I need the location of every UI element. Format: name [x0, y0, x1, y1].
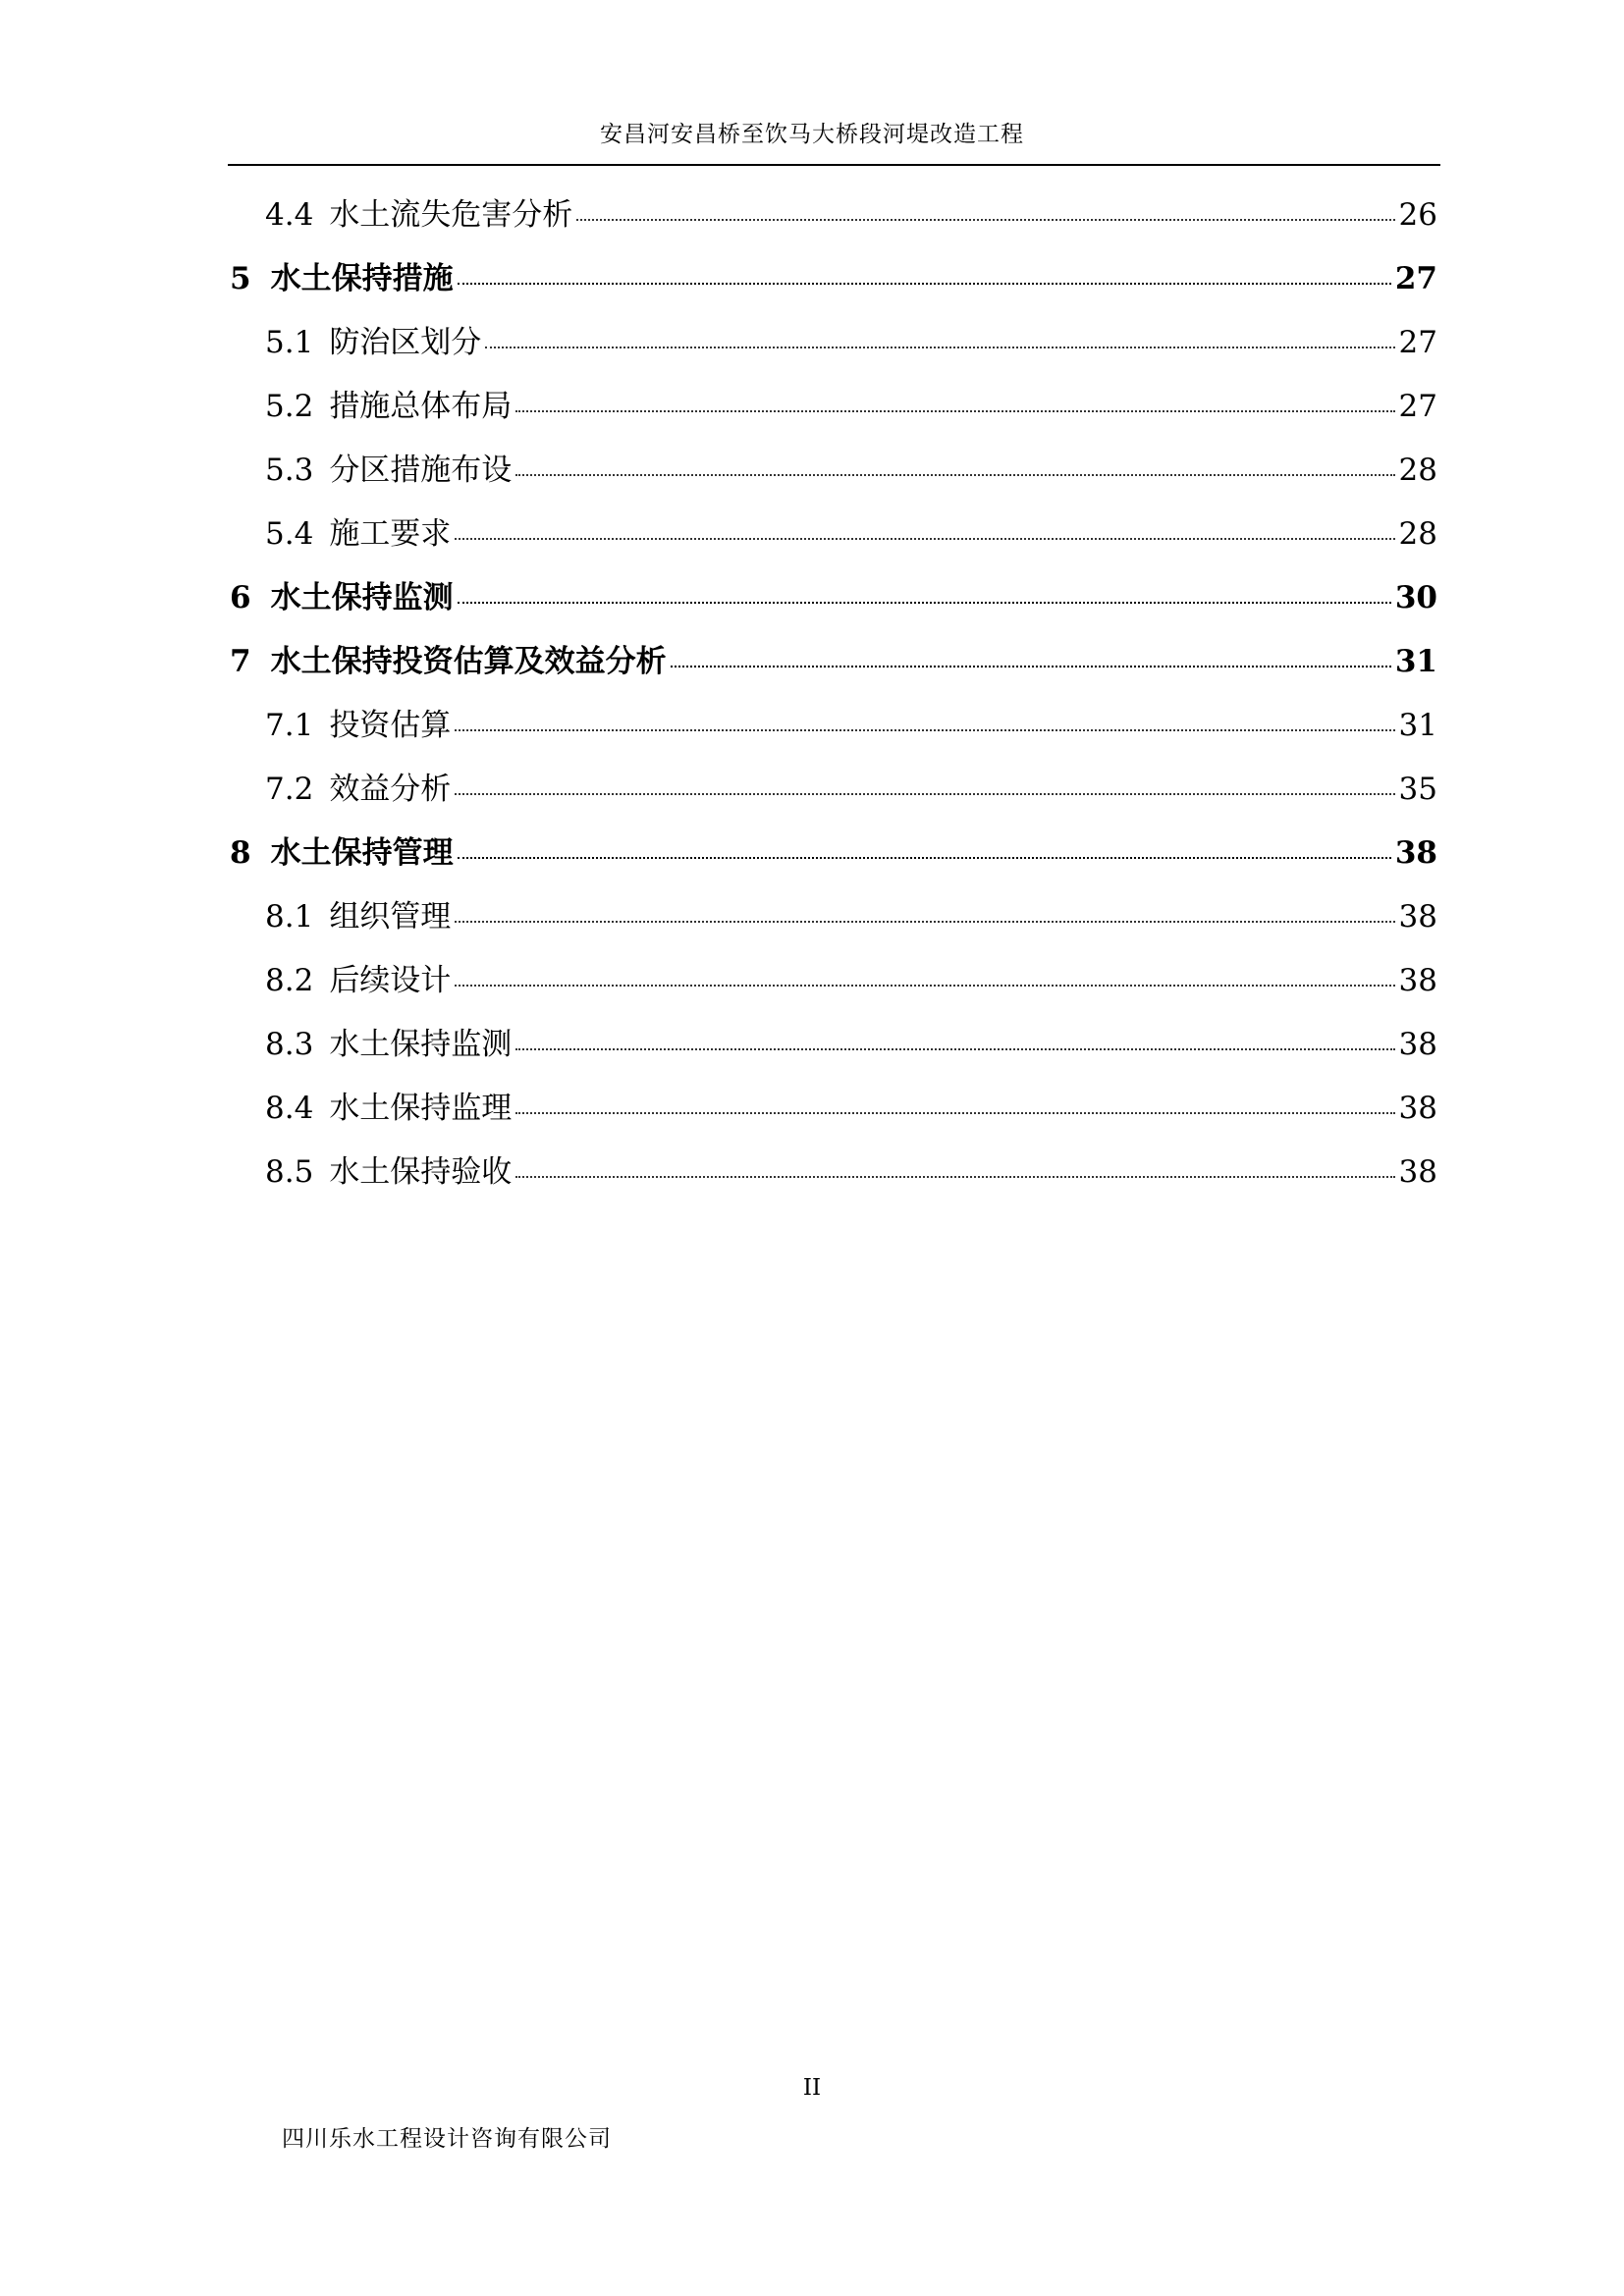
- toc-dot-leader: [458, 857, 1391, 859]
- toc-dot-leader: [515, 1176, 1394, 1178]
- toc-entry[interactable]: [230, 1022, 1437, 1086]
- toc-entry-number: 8.5: [265, 1154, 314, 1190]
- toc-entry-number: 5.2: [265, 389, 314, 424]
- toc-dot-leader: [485, 347, 1394, 348]
- toc-entry-title: 水土保持管理: [270, 835, 454, 871]
- toc-entry[interactable]: [230, 639, 1437, 703]
- toc-entry-page: 27: [1398, 389, 1437, 424]
- footer-company-name: 四川乐水工程设计咨询有限公司: [282, 2126, 612, 2152]
- toc-dot-leader: [455, 921, 1394, 923]
- toc-entry[interactable]: [230, 448, 1437, 511]
- toc-entry-page: 31: [1394, 644, 1437, 679]
- toc-dot-leader: [671, 666, 1391, 667]
- toc-entry-number: 8.3: [265, 1027, 314, 1062]
- toc-entry[interactable]: [230, 830, 1437, 894]
- toc-entry-number: 8.2: [265, 963, 314, 998]
- toc-entry[interactable]: [230, 1149, 1437, 1213]
- page-header-title: 安昌河安昌桥至饮马大桥段河堤改造工程: [600, 122, 1024, 147]
- toc-entry-number: 4.4: [265, 197, 314, 233]
- toc-entry[interactable]: [230, 192, 1437, 256]
- table-of-contents: [230, 192, 1437, 1213]
- toc-dot-leader: [455, 985, 1394, 987]
- toc-entry[interactable]: [230, 1086, 1437, 1149]
- toc-entry[interactable]: [230, 894, 1437, 958]
- toc-dot-leader: [458, 283, 1391, 285]
- toc-entry-title: 水土保持监理: [329, 1091, 513, 1126]
- toc-entry-page: 26: [1398, 197, 1437, 233]
- toc-dot-leader: [515, 474, 1394, 476]
- toc-entry-title: 措施总体布局: [329, 389, 513, 424]
- toc-entry[interactable]: [230, 575, 1437, 639]
- toc-entry[interactable]: [230, 767, 1437, 830]
- toc-entry-number: 5.3: [265, 453, 314, 488]
- toc-entry-number: 8: [230, 835, 251, 871]
- toc-dot-leader: [455, 538, 1394, 540]
- toc-entry-page: 38: [1398, 963, 1437, 998]
- toc-entry[interactable]: [230, 703, 1437, 767]
- toc-entry-title: 水土保持措施: [270, 261, 454, 296]
- toc-entry-number: 8.1: [265, 899, 314, 934]
- toc-entry-title: 投资估算: [329, 708, 452, 743]
- toc-entry-title: 水土保持监测: [270, 580, 454, 615]
- toc-entry-number: 7.2: [265, 772, 314, 807]
- toc-entry-page: 38: [1398, 1027, 1437, 1062]
- toc-entry-number: 7: [230, 644, 251, 679]
- toc-entry-page: 28: [1398, 516, 1437, 552]
- header-divider: [228, 164, 1440, 166]
- toc-entry-page: 38: [1398, 899, 1437, 934]
- toc-entry-title: 水土保持验收: [329, 1154, 513, 1190]
- toc-entry-title: 施工要求: [329, 516, 452, 552]
- toc-entry-title: 分区措施布设: [329, 453, 513, 488]
- toc-entry[interactable]: [230, 320, 1437, 384]
- toc-entry-page: 27: [1394, 261, 1437, 296]
- toc-entry-title: 水土保持监测: [329, 1027, 513, 1062]
- toc-entry-page: 28: [1398, 453, 1437, 488]
- toc-entry-title: 防治区划分: [329, 325, 482, 360]
- toc-dot-leader: [576, 219, 1394, 221]
- toc-entry-title: 组织管理: [329, 899, 452, 934]
- toc-entry-title: 水土保持投资估算及效益分析: [270, 644, 667, 679]
- toc-entry[interactable]: [230, 384, 1437, 448]
- toc-dot-leader: [515, 1048, 1394, 1050]
- toc-entry[interactable]: [230, 511, 1437, 575]
- toc-entry[interactable]: [230, 256, 1437, 320]
- toc-entry-number: 5.4: [265, 516, 314, 552]
- toc-dot-leader: [455, 793, 1394, 795]
- toc-entry-title: 后续设计: [329, 963, 452, 998]
- toc-dot-leader: [455, 729, 1394, 731]
- toc-entry-page: 38: [1394, 835, 1437, 871]
- toc-entry-page: 27: [1398, 325, 1437, 360]
- page-number: II: [802, 2075, 822, 2101]
- toc-entry-number: 5: [230, 261, 251, 296]
- toc-entry[interactable]: [230, 958, 1437, 1022]
- toc-entry-number: 5.1: [265, 325, 314, 360]
- toc-dot-leader: [515, 1112, 1394, 1114]
- toc-entry-page: 35: [1398, 772, 1437, 807]
- toc-entry-title: 效益分析: [329, 772, 452, 807]
- toc-entry-title: 水土流失危害分析: [329, 197, 573, 233]
- toc-dot-leader: [515, 410, 1394, 412]
- toc-entry-page: 30: [1394, 580, 1437, 615]
- toc-dot-leader: [458, 602, 1391, 604]
- toc-entry-page: 38: [1398, 1154, 1437, 1190]
- toc-entry-number: 8.4: [265, 1091, 314, 1126]
- toc-entry-number: 6: [230, 580, 251, 615]
- toc-entry-number: 7.1: [265, 708, 314, 743]
- toc-entry-page: 31: [1398, 708, 1437, 743]
- toc-entry-page: 38: [1398, 1091, 1437, 1126]
